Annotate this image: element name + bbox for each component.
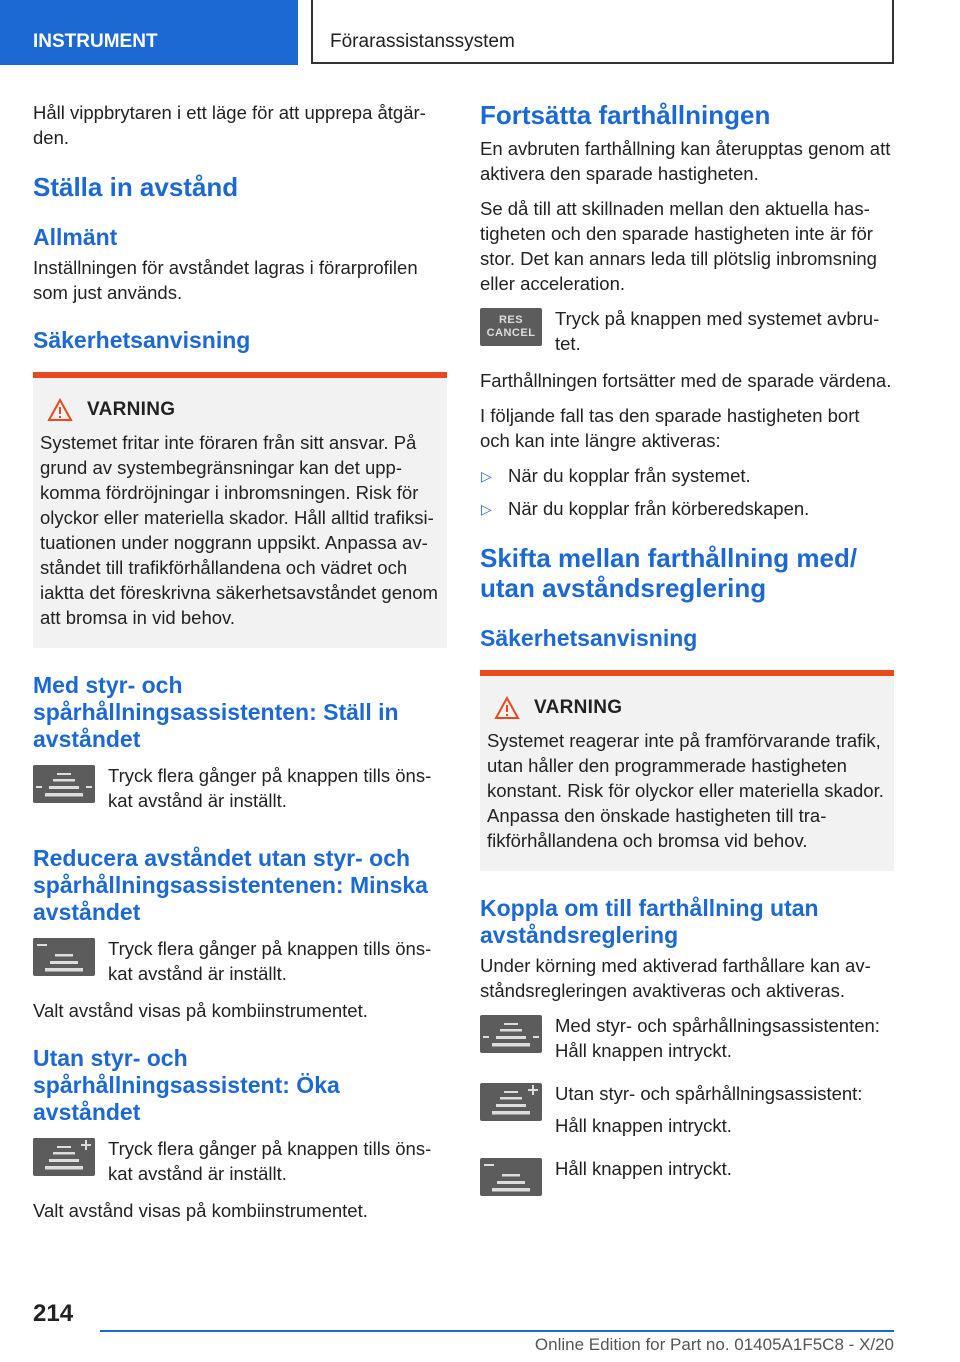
distance-plus-button-icon bbox=[480, 1083, 542, 1121]
heading-with-assist: Med styr- och spårhållningsassistenten: Ställ in avståndet bbox=[33, 672, 399, 752]
btn2-text-b: Håll knappen intryckt. bbox=[555, 1115, 732, 1136]
heading-safety: Säkerhetsanvisning bbox=[33, 327, 251, 353]
warning-box-right bbox=[480, 670, 894, 871]
footer-edition[interactable]: Online Edition for Part no. 01405A1F5C8 - X/20 bbox=[534, 1335, 894, 1354]
warning-title: VARNING bbox=[87, 399, 176, 420]
switch-text: Under körning med aktiverad farthållare kan avståndsregleringen avaktiveras och aktiveras. bbox=[480, 955, 871, 1001]
warning-box bbox=[33, 372, 447, 648]
distance-button-icon bbox=[33, 765, 95, 803]
continue-text-2: Se då till att skillnaden mellan den aktuella hastigheten och den sparade hastigheten inte är för stor. Det kan annars leda till plötslig inbromsning eller acceleration. bbox=[480, 198, 877, 294]
continue-text-1: En avbruten farthållning kan återupptas genom att aktivera den sparade hastigheten. bbox=[480, 138, 891, 184]
with-assist-text: Tryck flera gånger på knappen tills önskat avstånd är inställt. bbox=[108, 765, 432, 811]
triangle-bullet-icon: ▷ bbox=[481, 501, 492, 517]
heading-reduce: Reducera avståndet utan styr- och spårhållningsassistentenen: Minska avståndet bbox=[33, 845, 428, 925]
page-number: 214 bbox=[33, 1300, 74, 1327]
section-label: Förarassistanssystem bbox=[330, 31, 515, 52]
heading-switch: Skifta mellan farthållning med/ utan avståndsreglering bbox=[480, 543, 858, 603]
header-section-tab[interactable] bbox=[311, 0, 894, 64]
heading-increase: Utan styr- och spårhållningsassistent: Öka avståndet bbox=[33, 1045, 340, 1125]
warning-title-right: VARNING bbox=[534, 697, 623, 718]
continue-text-3: Farthållningen fortsätter med de sparade värdena. bbox=[480, 370, 892, 391]
increase-note: Valt avstånd visas på kombiinstrumentet. bbox=[33, 1200, 368, 1221]
triangle-bullet-icon: ▷ bbox=[481, 468, 492, 484]
btn2-text-a: Utan styr- och spårhållningsassistent: bbox=[555, 1083, 863, 1104]
continue-text-4: I följande fall tas den sparade hastigheten bort och kan inte längre aktiveras: bbox=[480, 405, 860, 451]
chapter-label: INSTRUMENT bbox=[33, 31, 158, 52]
res-cancel-button-icon bbox=[480, 308, 542, 346]
right-column bbox=[480, 100, 894, 1208]
general-text: Inställningen för avståndet lagras i förarprofilen som just används. bbox=[33, 257, 418, 303]
intro-text: Håll vippbrytaren i ett läge för att upprepa åtgärden. bbox=[33, 102, 426, 148]
heading-general: Allmänt bbox=[33, 224, 118, 250]
increase-text: Tryck flera gånger på knappen tills önskat avstånd är inställt. bbox=[108, 1138, 432, 1184]
reduce-text: Tryck flera gånger på knappen tills önskat avstånd är inställt. bbox=[108, 938, 432, 984]
reduce-note: Valt avstånd visas på kombiinstrumentet. bbox=[33, 1000, 368, 1021]
btn1-text: Med styr- och spårhållningsassistenten: Håll knappen intryckt. bbox=[555, 1015, 880, 1061]
left-column bbox=[33, 100, 447, 1233]
warning-triangle-icon bbox=[494, 696, 520, 720]
heading-continue: Fortsätta farthållningen bbox=[480, 100, 771, 130]
heading-switch-to: Koppla om till farthållning utan avståndsreglering bbox=[480, 895, 819, 948]
warning-triangle-icon bbox=[47, 398, 73, 422]
distance-minus-button-icon bbox=[480, 1158, 542, 1196]
cancel-label: CANCEL bbox=[486, 327, 536, 339]
list-item: ▷ När du kopplar från systemet. bbox=[480, 463, 894, 488]
distance-minus-button-icon bbox=[33, 938, 95, 976]
header-chapter-tab[interactable] bbox=[0, 0, 298, 65]
warning-text-right: Systemet reagerar inte på framförvarande trafik, utan håller den programmerade hastigheten konstant. Risk för olyckor eller materiella skador. Anpassa den önskade hastigheten till trafikförhållandena och bromsa vid behov. bbox=[487, 730, 884, 851]
bullet-list bbox=[480, 463, 894, 521]
warning-text: Systemet fritar inte föraren från sitt ansvar. På grund av systembegränsningar kan det uppkomma fördröjningar i inbromsningen. Risk för olyckor eller materiella skador. Håll alltid trafiksituationen under noggrann uppsikt. Anpassa avståndet till trafikförhållandena och vädret och iaktta det föreskrivna säkerhetsavståndet genom att bromsa in vid behov. bbox=[40, 432, 438, 628]
res-label: RES bbox=[498, 314, 524, 326]
heading-set-distance: Ställa in avstånd bbox=[33, 172, 239, 202]
list-item: ▷ När du kopplar från körberedskapen. bbox=[480, 496, 894, 521]
btn3-text: Håll knappen intryckt. bbox=[555, 1158, 732, 1179]
footer-divider bbox=[100, 1330, 894, 1332]
distance-button-icon bbox=[480, 1015, 542, 1053]
res-text: Tryck på knappen med systemet avbrutet. bbox=[555, 308, 880, 354]
heading-safety-right: Säkerhetsanvisning bbox=[480, 625, 698, 651]
distance-plus-button-icon bbox=[33, 1138, 95, 1176]
